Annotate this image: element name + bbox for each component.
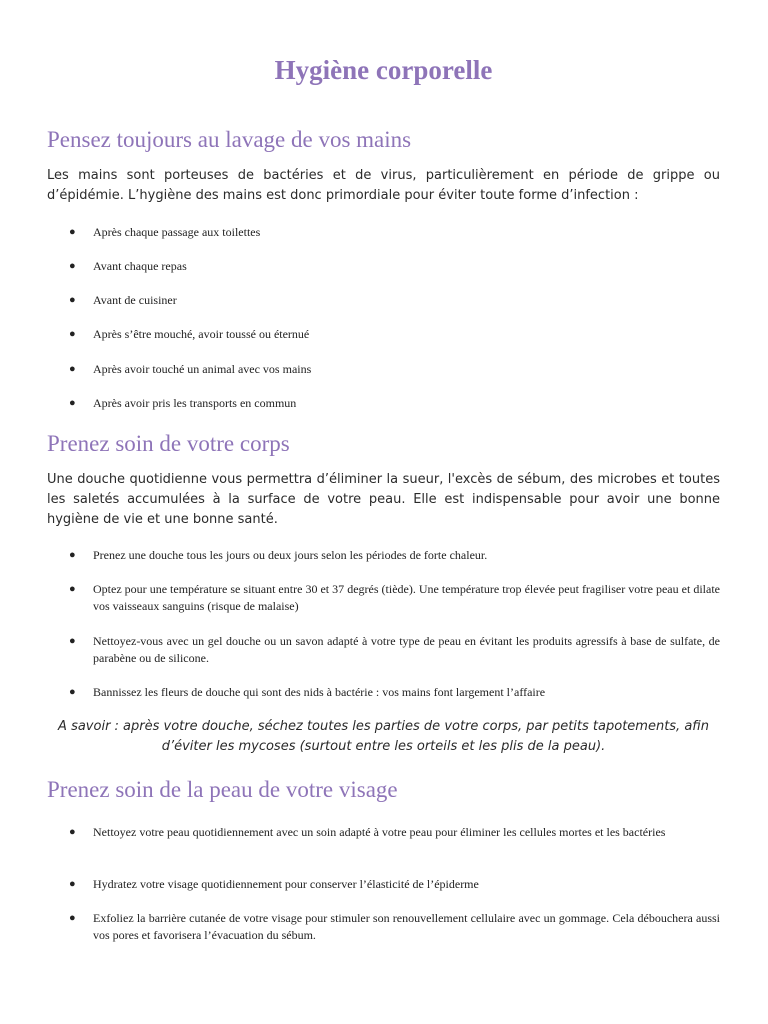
list-item: ● Prenez une douche tous les jours ou deux jours selon les périodes de forte chaleur. bbox=[69, 548, 488, 562]
tip-note-line-1: A savoir : après votre douche, séchez toutes les parties de votre corps, par petits tapotements, afin bbox=[58, 719, 709, 734]
section-heading-body: Prenez soin de votre corps bbox=[47, 431, 290, 456]
bullet-icon: ● bbox=[69, 549, 76, 561]
list-item: ● Après avoir pris les transports en commun bbox=[69, 396, 297, 410]
bullet-icon: ● bbox=[69, 826, 76, 838]
list-item: ● Après chaque passage aux toilettes bbox=[69, 225, 261, 239]
list-item: ● Bannissez les fleurs de douche qui sont des nids à bactérie : vos mains font largement l’affaire bbox=[69, 685, 546, 699]
bullet-icon: ● bbox=[69, 686, 76, 698]
section-heading-hands: Pensez toujours au lavage de vos mains bbox=[47, 127, 412, 152]
section-paragraph-hands: Les mains sont porteuses de bactéries et de virus, particulièrement en période de grippe ou d’épidémie. L’hygiène des mains est donc primordiale pour éviter toute forme d’infection : bbox=[47, 168, 720, 203]
bullet-icon: ● bbox=[69, 912, 76, 924]
list-item: ● Nettoyez-vous avec un gel douche ou un savon adapté à votre type de peau en évitant les produits agressifs à base de sulfate, de parabène ou de silicone. bbox=[69, 634, 720, 665]
list-item: ● Avant de cuisiner bbox=[69, 293, 177, 307]
list-item: ● Hydratez votre visage quotidiennement pour conserver l’élasticité de l’épiderme bbox=[69, 877, 479, 891]
bullet-icon: ● bbox=[69, 363, 76, 375]
bullet-icon: ● bbox=[69, 226, 76, 238]
bullet-icon: ● bbox=[69, 397, 76, 409]
list-item: ● Optez pour une température se situant entre 30 et 37 degrés (tiède). Une température trop élevée peut fragiliser votre peau et dilate vos vaisseaux sanguins (risque de malaise) bbox=[69, 582, 720, 613]
tip-note-line-2: d’éviter les mycoses (surtout entre les orteils et les plis de la peau). bbox=[161, 739, 606, 754]
bullet-icon: ● bbox=[69, 294, 76, 306]
document-title: Hygiène corporelle bbox=[274, 55, 493, 85]
bullet-icon: ● bbox=[69, 328, 76, 340]
bullet-icon: ● bbox=[69, 583, 76, 595]
list-item: ● Nettoyez votre peau quotidiennement avec un soin adapté à votre peau pour éliminer les cellules mortes et les bactéries bbox=[69, 825, 666, 839]
bullet-icon: ● bbox=[69, 260, 76, 272]
list-item: ● Exfoliez la barrière cutanée de votre visage pour stimuler son renouvellement cellulaire avec un gommage. Cela débouchera aussi vos pores et favorisera l’évacuation du sébum. bbox=[69, 911, 720, 942]
list-item: ● Après s’être mouché, avoir toussé ou éternué bbox=[69, 327, 310, 341]
section-heading-face: Prenez soin de la peau de votre visage bbox=[47, 777, 398, 802]
list-item: ● Après avoir touché un animal avec vos mains bbox=[69, 362, 312, 376]
bullet-icon: ● bbox=[69, 878, 76, 890]
section-paragraph-body: Une douche quotidienne vous permettra d’éliminer la sueur, l'excès de sébum, des microbes et toutes les saletés accumulées à la surface de votre peau. Elle est indispensable pour avoir une bonne hygiène de vie et une bonne santé. bbox=[47, 472, 720, 527]
list-item: ● Avant chaque repas bbox=[69, 259, 187, 273]
bullet-icon: ● bbox=[69, 635, 76, 647]
